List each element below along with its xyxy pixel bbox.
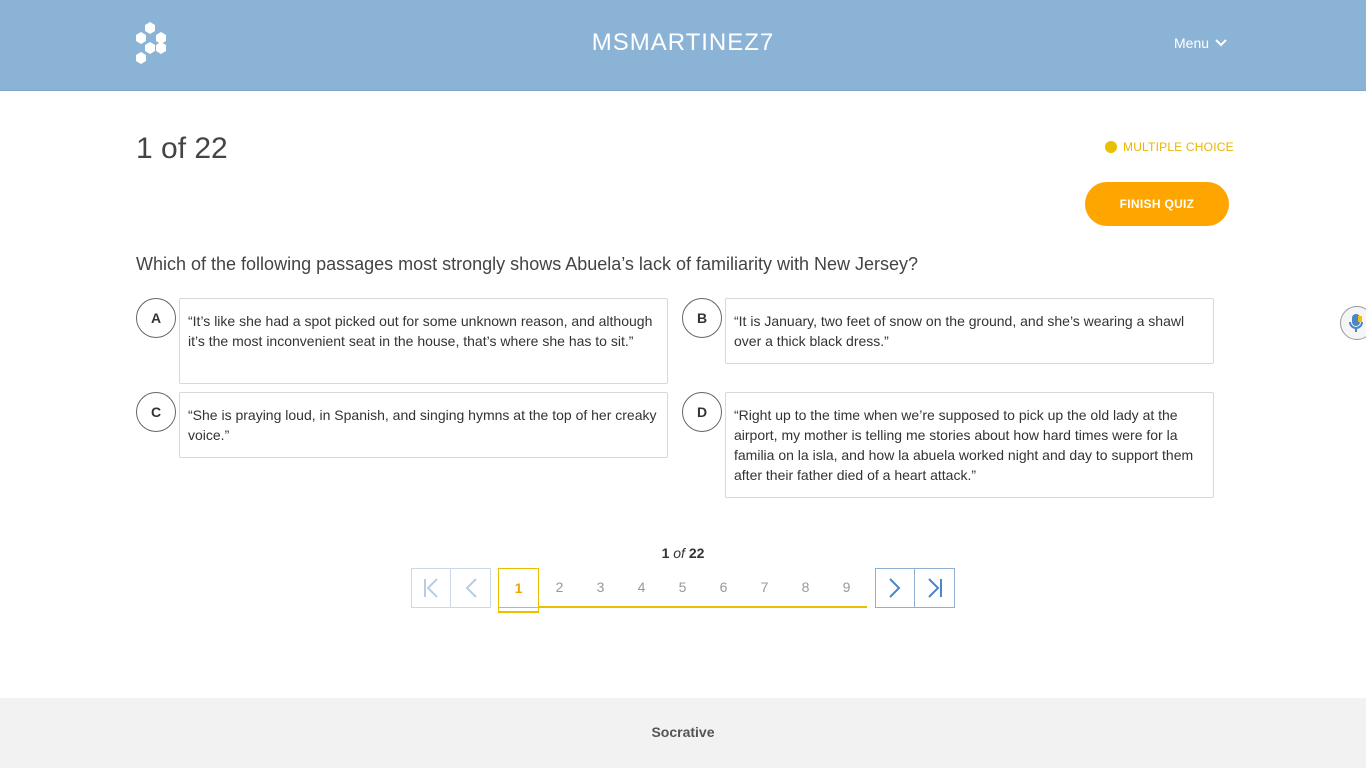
- pagination-count: [0, 545, 1366, 561]
- question-progress-title: 1 of 22: [136, 132, 228, 165]
- footer: [0, 698, 1366, 768]
- answer-option-a[interactable]: [136, 298, 669, 384]
- page-number-9[interactable]: 9: [826, 568, 867, 608]
- last-page-button[interactable]: [915, 568, 955, 608]
- pagination-total: 22: [688, 545, 705, 561]
- footer-brand: Socrative: [651, 724, 715, 740]
- status-dot-icon: [1105, 141, 1117, 153]
- answer-text-d[interactable]: “Right up to the time when we’re supposed to pick up the old lady at the airport, my mother is telling me stories about how hard times were for la familia on la isla, and how la abuela worked night and day to support them after their father died of a heart attack.”: [725, 392, 1214, 498]
- top-header: [0, 0, 1366, 91]
- last-page-icon: [925, 576, 945, 600]
- page-number-6[interactable]: 6: [703, 568, 744, 608]
- pagination-forward-group: [875, 568, 955, 608]
- next-page-button[interactable]: [875, 568, 915, 608]
- menu-label: Menu: [1174, 35, 1210, 51]
- page-number-7[interactable]: 7: [744, 568, 785, 608]
- answer-option-c[interactable]: [136, 392, 669, 458]
- answer-letter-d[interactable]: D: [682, 392, 722, 432]
- first-page-icon: [421, 576, 441, 600]
- answer-letter-a[interactable]: A: [136, 298, 176, 338]
- finish-quiz-button[interactable]: FINISH QUIZ: [1085, 182, 1229, 226]
- chevron-down-icon: [1215, 39, 1227, 47]
- previous-page-button[interactable]: [451, 568, 491, 608]
- page-number-3[interactable]: 3: [580, 568, 621, 608]
- answer-text-c[interactable]: “She is praying loud, in Spanish, and singing hymns at the top of her creaky voice.”: [179, 392, 668, 458]
- microphone-glyph-icon: [1348, 313, 1364, 333]
- answer-option-b[interactable]: [682, 298, 1215, 364]
- page-number-8[interactable]: 8: [785, 568, 826, 608]
- answer-letter-b[interactable]: B: [682, 298, 722, 338]
- room-name: MSMARTINEZ7: [591, 29, 775, 56]
- microphone-icon[interactable]: [1340, 306, 1366, 340]
- chevron-right-icon: [885, 576, 905, 600]
- answer-text-a[interactable]: “It’s like she had a spot picked out for some unknown reason, and although it’s the most inconvenient seat in the house, that’s where she has to sit.”: [179, 298, 668, 384]
- first-page-button[interactable]: [411, 568, 451, 608]
- question-text: Which of the following passages most strongly shows Abuela’s lack of familiarity with New Jersey?: [136, 254, 919, 274]
- page-number-2[interactable]: 2: [539, 568, 580, 608]
- pagination-current: 1: [661, 545, 670, 561]
- page-number-5[interactable]: 5: [662, 568, 703, 608]
- pagination-back-group: [411, 568, 491, 608]
- page-number-4[interactable]: 4: [621, 568, 662, 608]
- page-number-1[interactable]: 1: [498, 568, 539, 608]
- chevron-left-icon: [461, 576, 481, 600]
- answer-option-d[interactable]: [682, 392, 1215, 498]
- page-number-list: [498, 568, 867, 612]
- answer-text-b[interactable]: “It is January, two feet of snow on the ground, and she’s wearing a shawl over a thick black dress.”: [725, 298, 1214, 364]
- pagination-of: of: [673, 545, 685, 561]
- question-type-label: MULTIPLE CHOICE: [1123, 140, 1234, 154]
- question-type-badge: [1105, 139, 1234, 155]
- answer-letter-c[interactable]: C: [136, 392, 176, 432]
- menu-dropdown[interactable]: [1174, 34, 1227, 52]
